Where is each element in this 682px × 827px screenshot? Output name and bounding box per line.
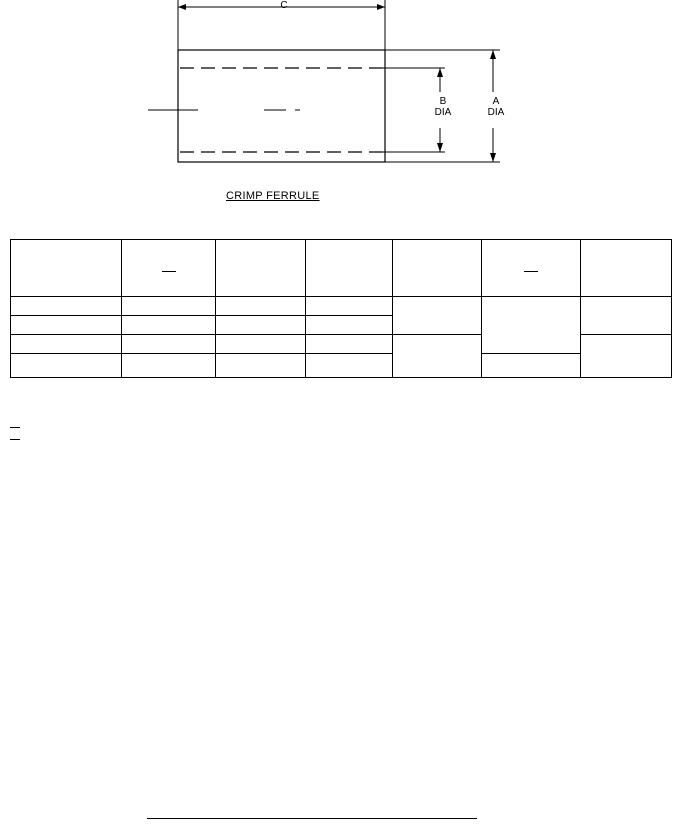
table-cell <box>11 316 122 335</box>
table-cell <box>11 335 122 354</box>
table-cell-merged <box>482 297 581 354</box>
table-cell <box>11 354 122 378</box>
ferrule-svg <box>0 0 682 230</box>
dimension-label-b-line2: DIA <box>434 107 452 118</box>
dimension-label-b-line1: B <box>439 96 447 107</box>
table-cell <box>216 335 306 354</box>
table-cell <box>306 297 393 316</box>
crimp-ferrule-drawing <box>0 0 682 230</box>
table-cell <box>306 354 393 378</box>
table-cell <box>216 297 306 316</box>
dimension-label-a-line1: A <box>492 96 500 107</box>
ferrule-body-outline <box>178 50 385 162</box>
footnote-mark-2 <box>10 432 20 440</box>
footnote-item <box>10 432 670 444</box>
table-cell <box>122 335 216 354</box>
table-cell-merged <box>581 297 672 335</box>
dimension-label-a-line2: DIA <box>487 107 505 118</box>
header-underline-mark-1 <box>162 262 176 272</box>
footnotes <box>10 420 670 444</box>
table-cell <box>122 354 216 378</box>
dimension-label-b <box>430 96 456 118</box>
table-cell <box>11 297 122 316</box>
table-cell-merged <box>581 335 672 378</box>
table-cell-merged <box>393 335 482 378</box>
header-underline-mark-2 <box>524 262 538 272</box>
table-header-cell-5 <box>393 240 482 297</box>
table-cell <box>216 316 306 335</box>
table-cell <box>122 297 216 316</box>
table-cell-merged <box>393 297 482 335</box>
table-header-cell-3 <box>216 240 306 297</box>
table-cell <box>216 354 306 378</box>
dimension-label-a <box>483 96 509 118</box>
table-header-cell-7 <box>581 240 672 297</box>
table-cell <box>306 316 393 335</box>
drawing-caption: CRIMP FERRULE <box>226 190 320 202</box>
table-header-cell-2 <box>122 240 216 297</box>
table-header-cell-4 <box>306 240 393 297</box>
footer-divider <box>147 818 477 819</box>
table-cell <box>306 335 393 354</box>
table-header-cell-1 <box>11 240 122 297</box>
table-header-row <box>11 240 672 297</box>
table-header-cell-6 <box>482 240 581 297</box>
footnote-mark-1 <box>10 420 20 428</box>
table-row <box>11 297 672 316</box>
dimension-label-c: C <box>280 0 288 11</box>
footnote-item <box>10 420 670 432</box>
table-row <box>11 354 672 378</box>
table-cell <box>122 316 216 335</box>
table-cell <box>482 354 581 378</box>
specification-table <box>10 239 672 378</box>
